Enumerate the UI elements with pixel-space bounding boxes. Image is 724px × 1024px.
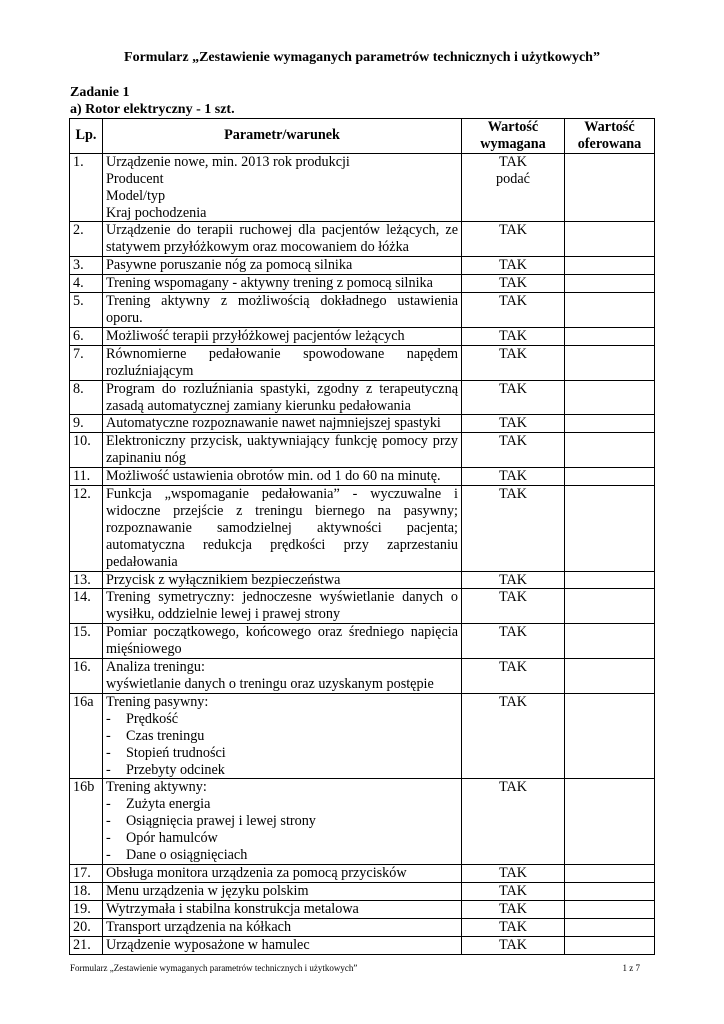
list-dash: - xyxy=(106,761,111,778)
list-dash: - xyxy=(106,847,111,864)
row-required-value: TAK xyxy=(462,345,565,380)
row-parameter xyxy=(103,693,462,779)
table-row xyxy=(70,693,655,779)
table-row xyxy=(70,293,655,328)
page-footer xyxy=(70,963,640,973)
parameter-list-item xyxy=(106,711,458,728)
row-required-value: TAK xyxy=(462,433,565,468)
parameter-line: Model/typ xyxy=(106,187,166,204)
table-row xyxy=(70,900,655,918)
row-offered-value[interactable] xyxy=(565,624,655,659)
row-number: 18. xyxy=(70,882,103,900)
table-row xyxy=(70,486,655,572)
row-offered-value[interactable] xyxy=(565,433,655,468)
row-offered-value[interactable] xyxy=(565,415,655,433)
row-number: 16b xyxy=(70,779,103,865)
row-parameter xyxy=(103,153,462,222)
table-row xyxy=(70,345,655,380)
row-number: 8. xyxy=(70,380,103,415)
list-item-text: Prędkość xyxy=(126,710,179,727)
row-parameter: Trening aktywny z możliwością dokładnego ustawienia oporu. xyxy=(103,293,462,328)
row-number: 3. xyxy=(70,257,103,275)
parameter-list-item xyxy=(106,813,458,830)
row-offered-value[interactable] xyxy=(565,659,655,694)
row-offered-value[interactable] xyxy=(565,589,655,624)
row-parameter: Urządzenie wyposażone w hamulec xyxy=(103,936,462,954)
row-parameter: Obsługa monitora urządzenia za pomocą przycisków xyxy=(103,864,462,882)
row-offered-value[interactable] xyxy=(565,327,655,345)
required-value-line: TAK xyxy=(498,153,528,170)
row-parameter: Pomiar początkowego, końcowego oraz średniego napięcia mięśniowego xyxy=(103,624,462,659)
row-required-value: TAK xyxy=(462,222,565,257)
row-number: 6. xyxy=(70,327,103,345)
row-required-value: TAK xyxy=(462,693,565,779)
row-offered-value[interactable] xyxy=(565,293,655,328)
row-parameter: Menu urządzenia w języku polskim xyxy=(103,882,462,900)
row-required-value: TAK xyxy=(462,900,565,918)
row-offered-value[interactable] xyxy=(565,882,655,900)
table-row xyxy=(70,415,655,433)
row-number: 11. xyxy=(70,468,103,486)
row-required-value: TAK xyxy=(462,589,565,624)
row-offered-value[interactable] xyxy=(565,571,655,589)
parameter-line: Producent xyxy=(106,170,164,187)
parameter-heading: Trening pasywny: xyxy=(106,693,209,710)
row-offered-value[interactable] xyxy=(565,900,655,918)
row-offered-value[interactable] xyxy=(565,345,655,380)
row-required-value: TAK xyxy=(462,468,565,486)
row-number: 14. xyxy=(70,589,103,624)
table-row xyxy=(70,571,655,589)
row-number: 2. xyxy=(70,222,103,257)
parameter-list-item xyxy=(106,830,458,847)
list-item-text: Stopień trudności xyxy=(126,744,226,761)
row-required-value: TAK xyxy=(462,380,565,415)
list-dash: - xyxy=(106,710,111,727)
row-required-value: TAK xyxy=(462,257,565,275)
row-offered-value[interactable] xyxy=(565,468,655,486)
row-number: 16. xyxy=(70,659,103,694)
row-required-value: TAK xyxy=(462,571,565,589)
row-required-value: TAK xyxy=(462,936,565,954)
list-item-text: Przebyty odcinek xyxy=(126,761,225,778)
row-required-value: TAK xyxy=(462,882,565,900)
row-offered-value[interactable] xyxy=(565,864,655,882)
list-dash: - xyxy=(106,830,111,847)
row-required-value: TAK xyxy=(462,918,565,936)
row-parameter: Równomierne pedałowanie spowodowane napędem rozluźniającym xyxy=(103,345,462,380)
row-required-value: TAK xyxy=(462,779,565,865)
row-number: 4. xyxy=(70,275,103,293)
row-offered-value[interactable] xyxy=(565,153,655,222)
table-row xyxy=(70,380,655,415)
table-row xyxy=(70,882,655,900)
list-dash: - xyxy=(106,796,111,813)
table-row xyxy=(70,918,655,936)
row-number: 13. xyxy=(70,571,103,589)
table-row xyxy=(70,327,655,345)
row-number: 7. xyxy=(70,345,103,380)
list-item-text: Opór hamulców xyxy=(126,830,218,847)
page-number: 1 z 7 xyxy=(622,963,640,973)
list-dash: - xyxy=(106,813,111,830)
row-parameter xyxy=(103,779,462,865)
parameters-table xyxy=(69,118,655,955)
parameter-line: Analiza treningu: xyxy=(106,659,205,676)
row-offered-value[interactable] xyxy=(565,222,655,257)
table-header-row xyxy=(70,119,655,154)
row-number: 21. xyxy=(70,936,103,954)
table-row xyxy=(70,433,655,468)
row-number: 19. xyxy=(70,900,103,918)
table-row xyxy=(70,936,655,954)
row-parameter: Funkcja „wspomaganie pedałowania” - wyczuwalne i widoczne przejście z treningu biernego na pasywny; rozpoznawanie samodzielnej aktywności pacjenta; automatyczna redukcja prędkości przy zaprzestaniu pedałowania xyxy=(103,486,462,572)
row-required-value xyxy=(462,153,565,222)
table-body xyxy=(70,153,655,954)
row-number: 9. xyxy=(70,415,103,433)
list-item-text: Dane o osiągnięciach xyxy=(126,847,248,864)
row-offered-value[interactable] xyxy=(565,936,655,954)
row-number: 15. xyxy=(70,624,103,659)
row-required-value: TAK xyxy=(462,275,565,293)
row-required-value: TAK xyxy=(462,327,565,345)
table-row xyxy=(70,275,655,293)
required-value-line: podać xyxy=(496,170,530,187)
parameter-list-item xyxy=(106,745,458,762)
parameter-list-item xyxy=(106,847,458,864)
table-row xyxy=(70,624,655,659)
table-row xyxy=(70,153,655,222)
header-required-value: Wartość wymagana xyxy=(462,119,565,154)
row-offered-value[interactable] xyxy=(565,779,655,865)
list-item-text: Osiągnięcia prawej i lewej strony xyxy=(126,813,316,830)
row-number: 16a xyxy=(70,693,103,779)
row-parameter xyxy=(103,659,462,694)
table-row xyxy=(70,779,655,865)
table-row xyxy=(70,589,655,624)
parameter-list-item xyxy=(106,728,458,745)
parameter-line: Kraj pochodzenia xyxy=(106,204,207,221)
row-number: 12. xyxy=(70,486,103,572)
table-row xyxy=(70,468,655,486)
row-parameter: Możliwość ustawienia obrotów min. od 1 do 60 na minutę. xyxy=(103,468,462,486)
row-required-value: TAK xyxy=(462,293,565,328)
row-parameter: Program do rozluźniania spastyki, zgodny z terapeutyczną zasadą automatycznej zamiany kierunku pedałowania xyxy=(103,380,462,415)
row-parameter: Urządzenie do terapii ruchowej dla pacjentów leżących, ze statywem przyłóżkowym oraz mocowaniem do łóżka xyxy=(103,222,462,257)
row-offered-value[interactable] xyxy=(565,257,655,275)
table-row xyxy=(70,222,655,257)
parameter-heading: Trening aktywny: xyxy=(106,779,207,796)
row-required-value: TAK xyxy=(462,415,565,433)
footer-title: Formularz „Zestawienie wymaganych parametrów technicznych i użytkowych” xyxy=(70,963,358,973)
row-parameter: Elektroniczny przycisk, uaktywniający funkcję pomocy przy zapinaniu nóg xyxy=(103,433,462,468)
parameter-line: wyświetlanie danych o treningu oraz uzyskanym postępie xyxy=(106,676,434,692)
row-offered-value[interactable] xyxy=(565,380,655,415)
list-item-text: Czas treningu xyxy=(126,727,205,744)
table-row xyxy=(70,257,655,275)
row-number: 10. xyxy=(70,433,103,468)
list-item-text: Zużyta energia xyxy=(126,796,211,813)
header-param: Parametr/warunek xyxy=(103,119,462,154)
table-row xyxy=(70,659,655,694)
row-parameter: Możliwość terapii przyłóżkowej pacjentów leżących xyxy=(103,327,462,345)
row-required-value: TAK xyxy=(462,624,565,659)
parameter-list-item xyxy=(106,796,458,813)
parameter-list-item xyxy=(106,762,458,779)
row-offered-value[interactable] xyxy=(565,918,655,936)
row-number: 5. xyxy=(70,293,103,328)
list-dash: - xyxy=(106,744,111,761)
row-offered-value[interactable] xyxy=(565,275,655,293)
row-parameter: Trening symetryczny: jednoczesne wyświetlanie danych o wysiłku, oddzielnie lewej i prawej strony xyxy=(103,589,462,624)
row-parameter: Pasywne poruszanie nóg za pomocą silnika xyxy=(103,257,462,275)
row-offered-value[interactable] xyxy=(565,486,655,572)
table-row xyxy=(70,864,655,882)
row-required-value: TAK xyxy=(462,486,565,572)
task-subtitle: a) Rotor elektryczny - 1 szt. xyxy=(70,102,235,117)
header-offered-value: Wartość oferowana xyxy=(565,119,655,154)
row-required-value: TAK xyxy=(462,864,565,882)
row-number: 17. xyxy=(70,864,103,882)
row-required-value: TAK xyxy=(462,659,565,694)
header-lp: Lp. xyxy=(70,119,103,154)
task-heading: Zadanie 1 xyxy=(70,85,130,100)
row-parameter: Transport urządzenia na kółkach xyxy=(103,918,462,936)
parameter-line: Urządzenie nowe, min. 2013 rok produkcji xyxy=(106,153,350,170)
row-offered-value[interactable] xyxy=(565,693,655,779)
row-parameter: Przycisk z wyłącznikiem bezpieczeństwa xyxy=(103,571,462,589)
row-number: 1. xyxy=(70,153,103,222)
row-parameter: Wytrzymała i stabilna konstrukcja metalowa xyxy=(103,900,462,918)
list-dash: - xyxy=(106,727,111,744)
row-parameter: Trening wspomagany - aktywny trening z pomocą silnika xyxy=(103,275,462,293)
row-number: 20. xyxy=(70,918,103,936)
row-parameter: Automatyczne rozpoznawanie nawet najmniejszej spastyki xyxy=(103,415,462,433)
document-title: Formularz „Zestawienie wymaganych parametrów technicznych i użytkowych” xyxy=(124,50,600,65)
